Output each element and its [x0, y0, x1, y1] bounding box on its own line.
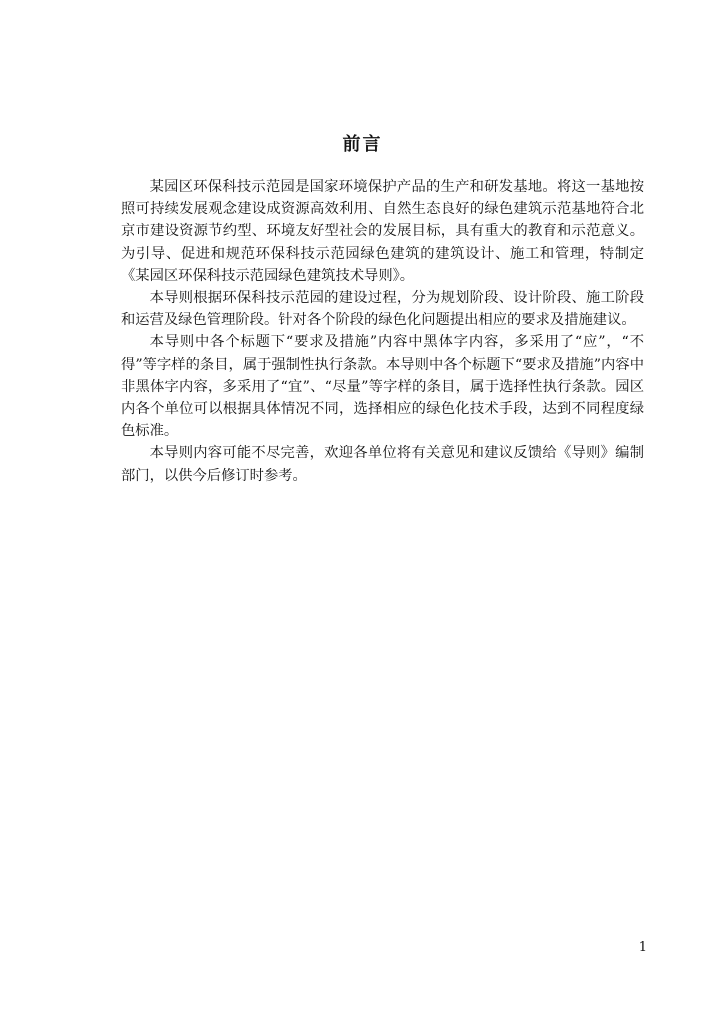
- paragraph: 本导则中各个标题下“要求及措施”内容中黑体字内容，多采用了“应”，“不得”等字样的条目，属于强制性执行条款。本导则中各个标题下“要求及措施”内容中非黑体字内容，多采用了“宜”、“尽量”等字样的条目，属于选择性执行条款。园区内各个单位可以根据具体情况不同，选择相应的绿色化技术手段，达到不同程度绿色标准。: [121, 334, 644, 440]
- paragraph: 某园区环保科技示范园是国家环境保护产品的生产和研发基地。将这一基地按照可持续发展观念建设成资源高效利用、自然生态良好的绿色建筑示范基地符合北京市建设资源节约型、环境友好型社会的发展目标，具有重大的教育和示范意义。为引导、促进和规范环保科技示范园绿色建筑的建筑设计、施工和管理，特制定《某园区环保科技示范园绿色建筑技术导则》。: [121, 179, 644, 284]
- page-title: 前言: [342, 134, 383, 155]
- paragraph: 本导则内容可能不尽完善，欢迎各单位将有关意见和建议反馈给《导则》编制部门，以供今后修订时参考。: [121, 445, 644, 484]
- paragraph: 本导则根据环保科技示范园的建设过程，分为规划阶段、设计阶段、施工阶段和运营及绿色管理阶段。针对各个阶段的绿色化问题提出相应的要求及措施建议。: [121, 290, 644, 329]
- body-text: [121, 176, 644, 487]
- page-number: 1: [638, 940, 647, 955]
